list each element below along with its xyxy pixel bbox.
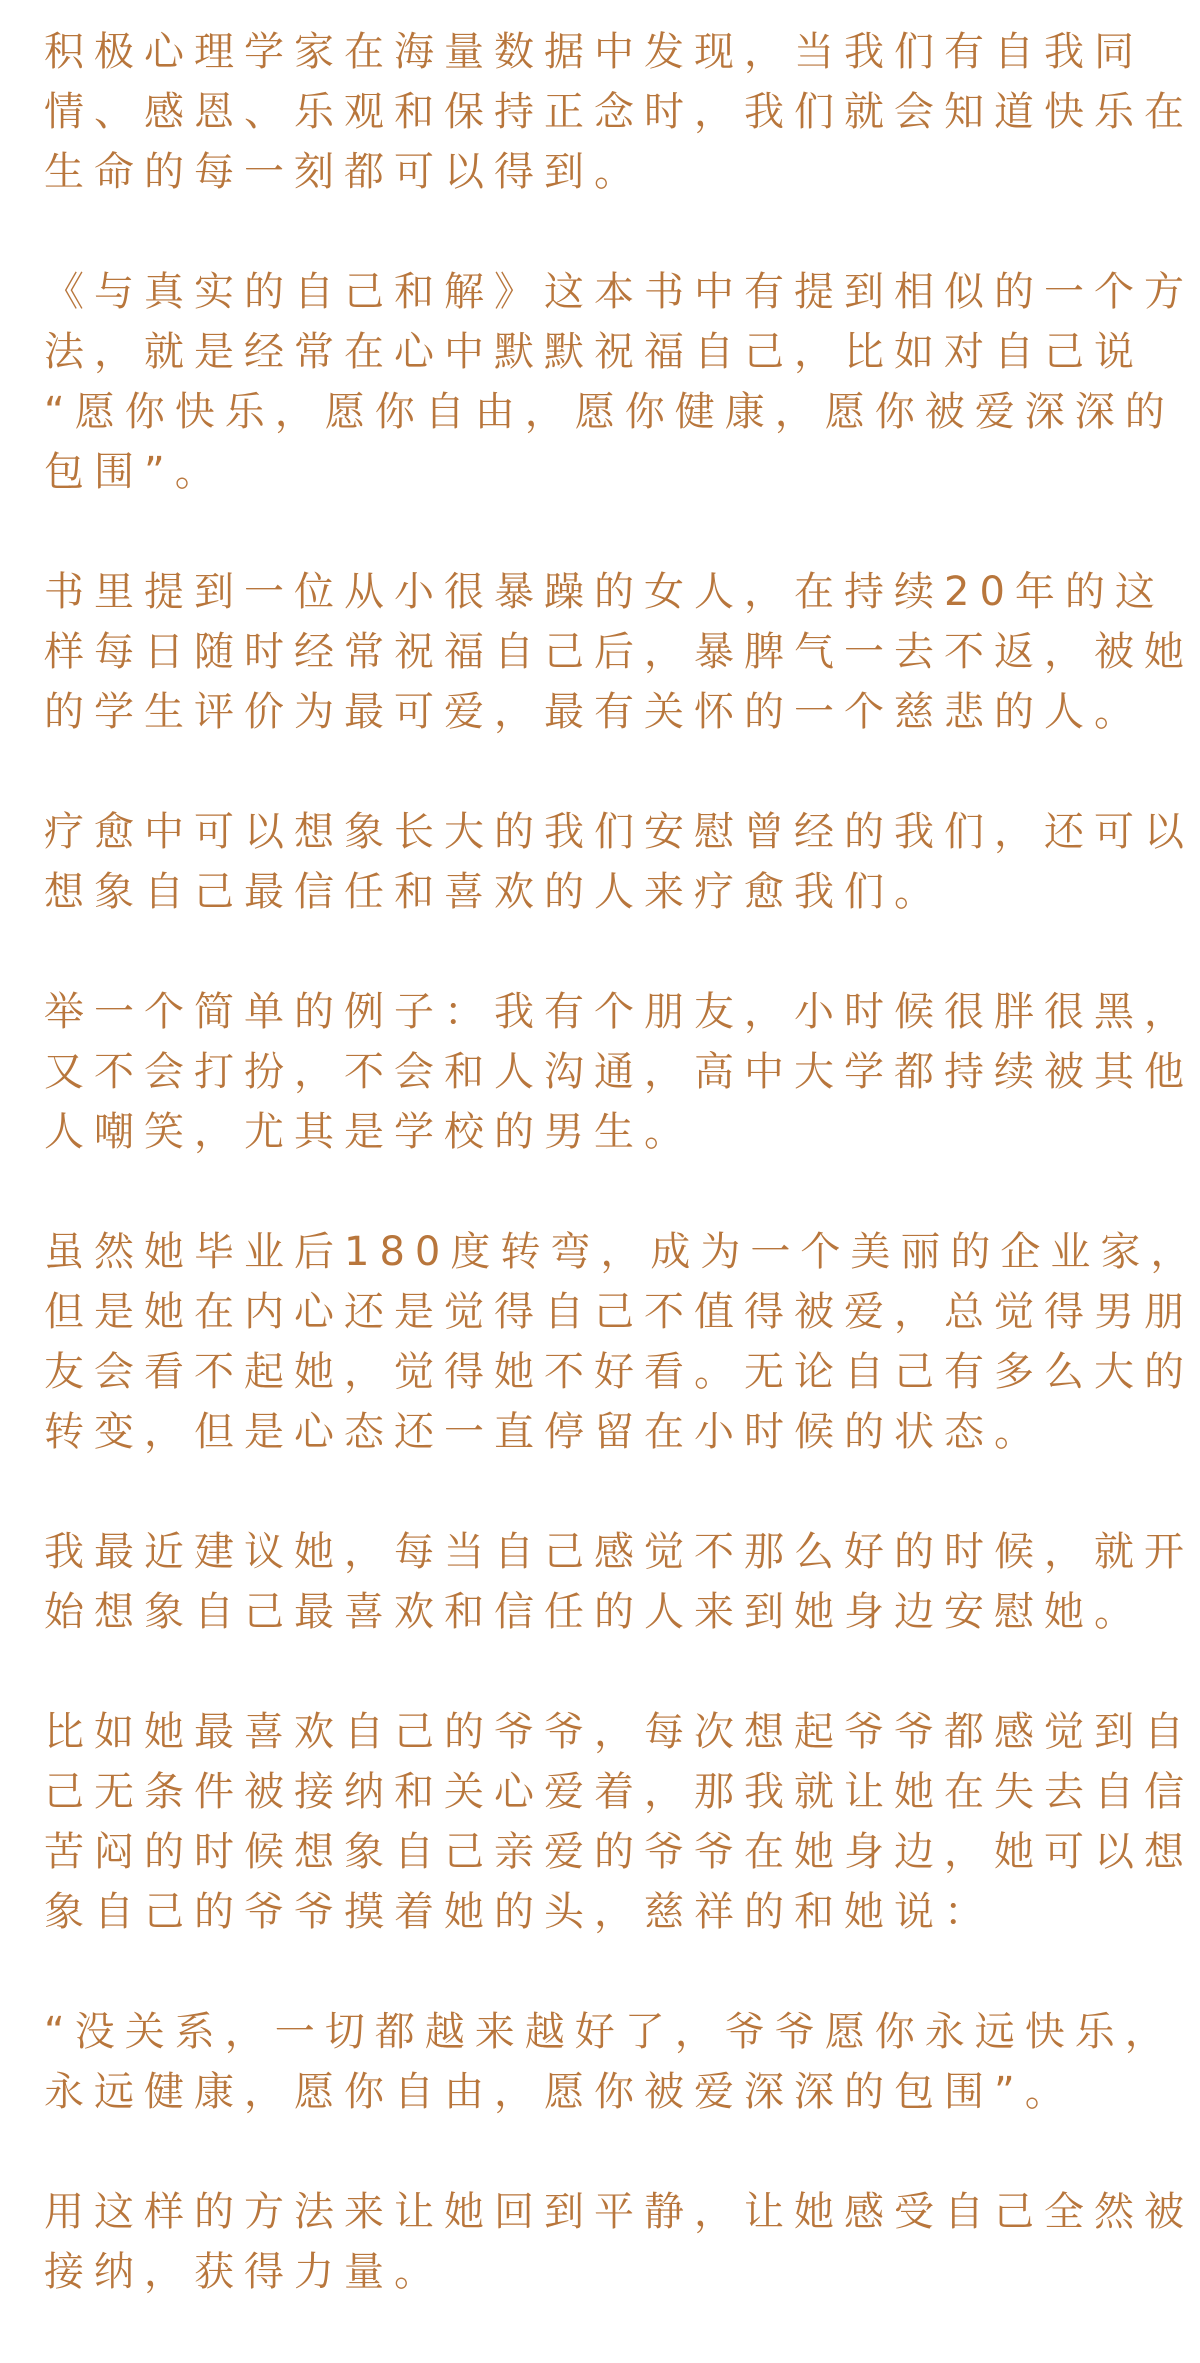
text-line: 举一个简单的例子：我有个朋友，小时候很胖很黑， bbox=[44, 989, 1194, 1035]
text-line: 苦闷的时候想象自己亲爱的爷爷在她身边，她可以想 bbox=[44, 1829, 1194, 1875]
text-line: 疗愈中可以想象长大的我们安慰曾经的我们，还可以 bbox=[44, 809, 1194, 855]
text-line: 书里提到一位从小很暴躁的女人，在持续20年的这 bbox=[44, 569, 1165, 615]
text-line: 包围”。 bbox=[44, 449, 225, 495]
text-line: 我最近建议她，每当自己感觉不那么好的时候，就开 bbox=[44, 1529, 1194, 1575]
article-body bbox=[44, 0, 1200, 2362]
text-line: 法，就是经常在心中默默祝福自己，比如对自己说 bbox=[44, 329, 1144, 375]
paragraph-positive-psychology bbox=[44, 22, 1194, 202]
text-line: 用这样的方法来让她回到平静，让她感受自己全然被 bbox=[44, 2189, 1194, 2235]
text-line: 《与真实的自己和解》这本书中有提到相似的一个方 bbox=[44, 269, 1194, 315]
paragraph-book-method bbox=[44, 262, 1194, 502]
text-line: “没关系，一切都越来越好了，爷爷愿你永远快乐， bbox=[44, 2009, 1175, 2055]
paragraph-conclusion bbox=[44, 2182, 1194, 2302]
text-line: 友会看不起她，觉得她不好看。无论自己有多么大的 bbox=[44, 1349, 1194, 1395]
text-line: 比如她最喜欢自己的爷爷，每次想起爷爷都感觉到自 bbox=[44, 1709, 1194, 1755]
text-line: 样每日随时经常祝福自己后，暴脾气一去不返，被她 bbox=[44, 629, 1194, 675]
text-line: 生命的每一刻都可以得到。 bbox=[44, 149, 644, 195]
text-line: 但是她在内心还是觉得自己不值得被爱，总觉得男朋 bbox=[44, 1289, 1194, 1335]
text-line: 想象自己最信任和喜欢的人来疗愈我们。 bbox=[44, 869, 944, 915]
paragraph-healing bbox=[44, 802, 1194, 922]
text-line: 象自己的爷爷摸着她的头，慈祥的和她说： bbox=[44, 1889, 994, 1935]
paragraph-suggestion bbox=[44, 1522, 1194, 1642]
paragraph-grandpa bbox=[44, 1702, 1194, 1942]
text-line: 人嘲笑，尤其是学校的男生。 bbox=[44, 1109, 694, 1155]
text-line: 虽然她毕业后180度转弯，成为一个美丽的企业家， bbox=[44, 1229, 1200, 1275]
text-line: 永远健康，愿你自由，愿你被爱深深的包围”。 bbox=[44, 2069, 1075, 2115]
text-line: 己无条件被接纳和关心爱着，那我就让她在失去自信 bbox=[44, 1769, 1194, 1815]
text-line: “愿你快乐，愿你自由，愿你健康，愿你被爱深深的 bbox=[44, 389, 1175, 435]
text-line: 始想象自己最喜欢和信任的人来到她身边安慰她。 bbox=[44, 1589, 1144, 1635]
text-line: 又不会打扮，不会和人沟通，高中大学都持续被其他 bbox=[44, 1049, 1194, 1095]
paragraph-example-friend bbox=[44, 982, 1194, 1162]
paragraph-after-graduation bbox=[44, 1222, 1200, 1462]
paragraph-quote bbox=[44, 2002, 1175, 2122]
text-line: 转变，但是心态还一直停留在小时候的状态。 bbox=[44, 1409, 1044, 1455]
text-line: 接纳，获得力量。 bbox=[44, 2249, 444, 2295]
text-line: 的学生评价为最可爱，最有关怀的一个慈悲的人。 bbox=[44, 689, 1144, 735]
paragraph-book-story bbox=[44, 562, 1194, 742]
text-line: 情、感恩、乐观和保持正念时，我们就会知道快乐在 bbox=[44, 89, 1194, 135]
text-line: 积极心理学家在海量数据中发现，当我们有自我同 bbox=[44, 29, 1144, 75]
